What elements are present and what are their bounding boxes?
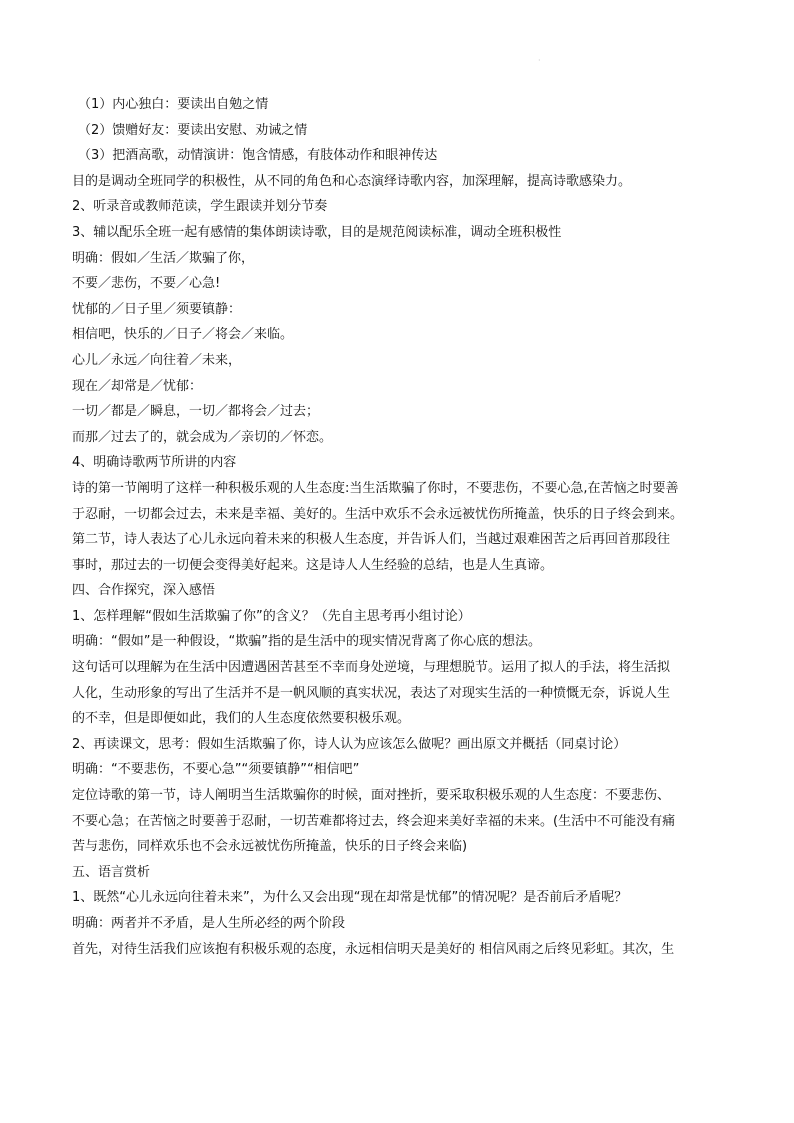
text-line: （1）内心独白：要读出自勉之情 <box>78 97 269 112</box>
text-line: 明确：两者并不矛盾，是人生所必经的两个阶段 <box>72 916 346 931</box>
page-mark: · <box>538 56 541 65</box>
text-line: 明确：“不要悲伤，不要心急”“须要镇静”“相信吧” <box>72 762 360 778</box>
text-line: 3、辅以配乐全班一起有感情的集体朗读诗歌，目的是规范阅读标准，调动全班积极性 <box>72 224 562 240</box>
text-line: 1、怎样理解“假如生活欺骗了你”的含义？（先自主思考再小组讨论） <box>72 608 471 624</box>
text-line: 事时，那过去的一切便会变得美好起来。这是诗人人生经验的总结，也是人生真谛。 <box>72 557 554 573</box>
text-line: 苦与悲伤，同样欢乐也不会永远被忧伤所掩盖，快乐的日子终会来临) <box>72 839 468 855</box>
poem-line: 相信吧，快乐的／日子／将会／来临。 <box>72 327 294 343</box>
text-line: （3）把酒高歌，动情演讲：饱含情感，有肢体动作和眼神传达 <box>78 148 438 164</box>
text-line: 于忍耐，一切都会过去，未来是幸福、美好的。生活中欢乐不会永远被忧伤所掩盖，快乐的日子终会到来。 <box>72 506 684 522</box>
text-line: 第二节，诗人表达了心儿永远向着未来的积极人生态度，并告诉人们，当越过艰难困苦之后再回首那段往 <box>72 532 671 548</box>
document-body <box>72 92 727 962</box>
text-line: 2、再读课文，思考：假如生活欺骗了你，诗人认为应该怎么做呢？画出原文并概括（同桌讨论） <box>72 736 627 752</box>
text-line: 目的是调动全班同学的积极性，从不同的角色和心态演绎诗歌内容，加深理解，提高诗歌感染力。 <box>72 173 632 189</box>
poem-line: 忧郁的／日子里／须要镇静： <box>72 301 242 317</box>
text-line: 1、既然“心儿永远向往着未来”，为什么又会出现“现在却常是忧郁”的情况呢？是否前后矛盾呢？ <box>72 890 628 906</box>
poem-line: 明确：假如／生活／欺骗了你， <box>72 250 255 266</box>
text-line: 不要心急；在苦恼之时要善于忍耐，一切苦难都将过去，终会迎来美好幸福的未来。(生活中不可能没有痛 <box>72 813 676 829</box>
text-line: 诗的第一节阐明了这样一种积极乐观的人生态度:当生活欺骗了你时，不要悲伤，不要心急,在苦恼之时要善 <box>72 480 679 496</box>
text-line: 的不幸，但是即便如此，我们的人生态度依然要积极乐观。 <box>72 711 411 727</box>
poem-line: 一切／都是／瞬息，一切／都将会／过去； <box>72 404 320 420</box>
text-line: 人化，生动形象的写出了生活并不是一帆风顺的真实状况，表达了对现实生活的一种愤慨无奈，诉说人生 <box>72 685 671 701</box>
text-line: 定位诗歌的第一节，诗人阐明当生活欺骗你的时候，面对挫折，要采取积极乐观的人生态度：不要悲伤、 <box>72 788 671 804</box>
poem-line: 心儿／永远／向往着／未来， <box>72 352 242 368</box>
text-line: 2、听录音或教师范读，学生跟读并划分节奏 <box>72 199 328 215</box>
text-line: 4、明确诗歌两节所讲的内容 <box>72 455 237 471</box>
text-line: 这句话可以理解为在生活中因遭遇困苦甚至不幸而身处逆境，与理想脱节。运用了拟人的手法，将生活拟 <box>72 660 671 676</box>
text-line: 明确：“假如”是一种假设，“欺骗”指的是生活中的现实情况背离了你心底的想法。 <box>72 634 541 650</box>
section-heading: 四、合作探究，深入感悟 <box>72 583 216 599</box>
text-line: 首先，对待生活我们应该抱有积极乐观的态度，永远相信明天是美好的 相信风雨之后终见彩虹。其次，生 <box>72 941 675 957</box>
section-heading: 五、语言赏析 <box>72 864 151 880</box>
poem-line: 不要／悲伤，不要／心急! <box>72 276 221 292</box>
poem-line: 而那／过去了的，就会成为／亲切的／怀恋。 <box>72 429 333 445</box>
poem-line: 现在／却常是／忧郁： <box>72 378 203 394</box>
text-line: （2）馈赠好友：要读出安慰、劝诫之情 <box>78 122 308 138</box>
